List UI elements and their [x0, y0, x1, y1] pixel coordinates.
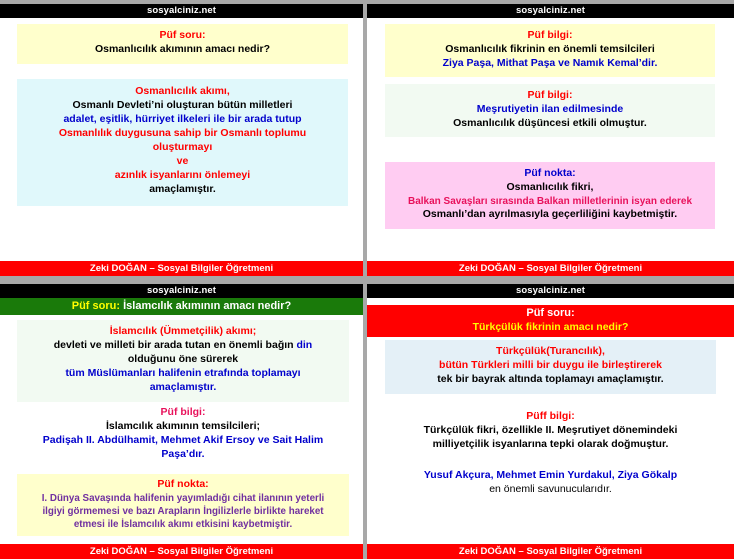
box-line: Yusuf Akçura, Mehmet Emin Yurdakul, Ziya Gökalp	[423, 469, 678, 481]
box-line: Püf bilgi:	[527, 89, 573, 101]
box-puf-nokta-islamcilik	[17, 474, 349, 536]
box-islamcilik-aciklama	[17, 320, 349, 402]
box-line: Ziya Paşa, Mithat Paşa ve Namık Kemal’dir.	[442, 56, 658, 69]
box-line: Türkçülük fikri, özellikle II. Meşrutiyet dönemindeki	[423, 423, 678, 436]
box-line: Osmanlı’dan ayrılmasıyla geçerliliğini kaybetmiştir.	[422, 208, 678, 221]
box-line: Püff bilgi:	[526, 410, 575, 422]
box-line: olduğunu öne sürerek	[127, 352, 239, 365]
box-line-part-highlight: din	[293, 338, 313, 351]
box-line: etmesi ile İslamcılık akımı etkisini kaybetmiştir.	[73, 518, 293, 530]
box-line: Püf nokta:	[157, 478, 209, 490]
panel-turkculuk	[367, 280, 734, 559]
footer-credit-2: Zeki DOĞAN – Sosyal Bilgiler Öğretmeni	[367, 261, 734, 276]
box-line: adalet, eşitlik, hürriyet ilkeleri ile bir arada tutup	[63, 112, 302, 125]
box-puf-nokta-balkan	[385, 162, 715, 229]
box-line: ilgiyi görmemesi ve bazı Arapların İngilizlerle birlikte hareket	[42, 505, 324, 517]
box-turkculuk-savunuculari	[385, 469, 716, 497]
box-puf-soru-osmanlicilik	[17, 24, 348, 64]
site-label-bar-4: sosyalciniz.net	[367, 284, 734, 298]
box-turkculuk-aciklama	[385, 340, 716, 394]
box-line-part: devleti ve milleti bir arada tutan en önemli bağın	[53, 338, 294, 351]
panel-body-3	[0, 298, 363, 544]
box-line: Püf soru:	[159, 29, 206, 41]
box-line: Padişah II. Abdülhamit, Mehmet Akif Ersoy ve Sait Halim	[42, 433, 324, 446]
box-line: Osmanlıcılık akımının amacı nedir?	[94, 42, 271, 55]
panel-osmanlicilik-amac	[0, 0, 363, 276]
box-line: Osmanlıcılık fikrinin en önemli temsilcileri	[445, 42, 655, 55]
footer-credit-1: Zeki DOĞAN – Sosyal Bilgiler Öğretmeni	[0, 261, 363, 276]
box-line: azınlık isyanlarını önlemeyi	[114, 168, 251, 181]
header-bar-prefix: Püf soru:	[526, 307, 575, 319]
box-line: en önemli savunucularıdır.	[489, 482, 612, 495]
box-osmanlicilik-aciklama	[17, 79, 348, 206]
box-line: Meşrutiyetin ilan edilmesinde	[476, 102, 624, 115]
box-line: Püf bilgi:	[160, 406, 206, 418]
box-line: Paşa’dır.	[161, 447, 205, 460]
box-line: Balkan Savaşları sırasında Balkan milletlerinin isyan ederek	[407, 195, 693, 207]
site-label-bar-2: sosyalciniz.net	[367, 4, 734, 18]
box-line: Püf bilgi:	[527, 29, 573, 41]
box-line: amaçlamıştır.	[149, 380, 217, 393]
footer-credit-3: Zeki DOĞAN – Sosyal Bilgiler Öğretmeni	[0, 544, 363, 559]
panel-body-1	[0, 18, 363, 258]
box-line: oluşturmayı	[152, 140, 213, 153]
panel-body-2	[367, 18, 734, 258]
box-line: Püf nokta:	[524, 167, 576, 179]
box-puf-bilgi-mesrutiyet	[385, 84, 715, 137]
box-line: Osmanlıcılık fikri,	[506, 180, 594, 193]
box-line: Osmanlıcılık düşüncesi etkili olmuştur.	[453, 116, 647, 129]
box-line: İslamcılık akımının temsilcileri;	[105, 419, 261, 432]
box-line: bütün Türkleri milli bir duygu ile birleştirerek	[439, 358, 662, 371]
box-line: milliyetçilik isyanlarına tepki olarak doğmuştur.	[432, 437, 669, 450]
header-bar-puf-soru-islamcilik	[0, 298, 363, 315]
box-line: Osmanlıcılık akımı,	[135, 85, 230, 97]
footer-credit-4: Zeki DOĞAN – Sosyal Bilgiler Öğretmeni	[367, 544, 734, 559]
header-bar-question: İslamcılık akımının amacı nedir?	[123, 300, 292, 312]
box-line-mixed	[17, 339, 349, 353]
box-puff-bilgi-turkculuk	[385, 410, 716, 452]
box-line: tek bir bayrak altında toplamayı amaçlamıştır.	[437, 372, 664, 385]
box-line: I. Dünya Savaşında halifenin yayımladığı cihat ilanının yeterli	[41, 492, 325, 504]
box-puf-bilgi-islamcilik-temsilciler	[17, 406, 349, 462]
header-bar-question: Türkçülük fikrinin amacı nedir?	[472, 320, 629, 333]
panel-osmanlicilik-bilgi	[367, 0, 734, 276]
panel-body-4	[367, 298, 734, 539]
header-bar-puf-soru-turkculuk	[367, 305, 734, 337]
box-line: Osmanlılık duygusuna sahip bir Osmanlı toplumu	[58, 126, 307, 139]
box-puf-bilgi-temsilciler	[385, 24, 715, 77]
site-label-bar-1: sosyalciniz.net	[0, 4, 363, 18]
header-bar-prefix: Püf soru:	[71, 300, 124, 312]
site-label-bar-3: sosyalciniz.net	[0, 284, 363, 298]
box-line: Türkçülük(Turancılık),	[496, 345, 605, 357]
box-line: tüm Müslümanları halifenin etrafında toplamayı	[65, 366, 301, 379]
box-line: Osmanlı Devleti’ni oluşturan bütün milletleri	[72, 98, 293, 111]
box-line: ve	[176, 154, 189, 167]
box-line: İslamcılık (Ümmetçilik) akımı;	[109, 325, 257, 337]
box-line: amaçlamıştır.	[149, 182, 216, 195]
panel-islamcilik	[0, 280, 363, 559]
